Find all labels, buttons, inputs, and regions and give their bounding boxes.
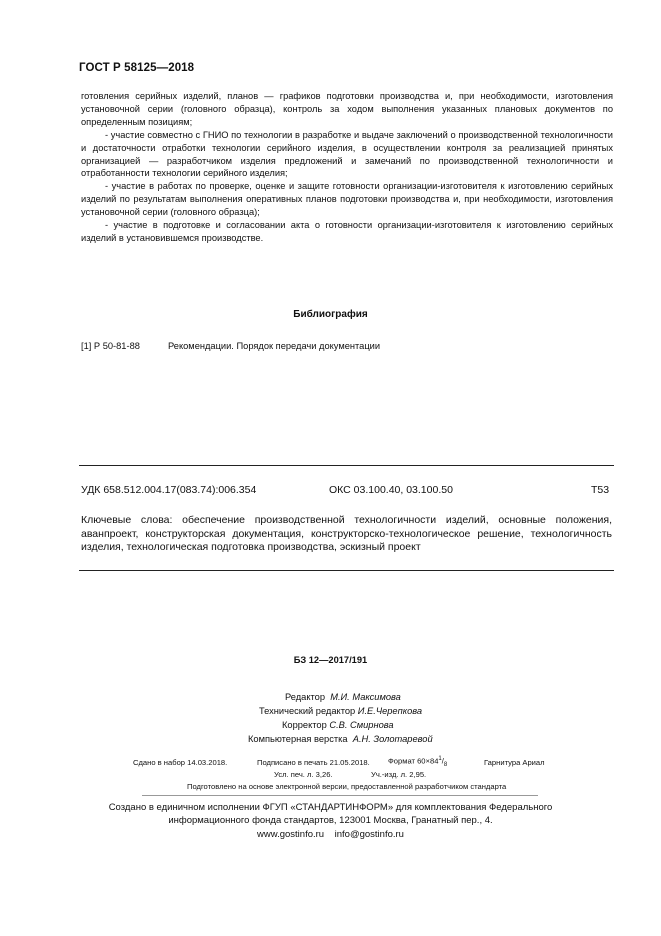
bibliography-entry-number: [1] Р 50-81-88 xyxy=(81,341,140,351)
paragraph-2: - участие совместно с ГНИО по технологии в разработке и выдаче заключений о производственной технологичности и достаточности отработки технологии серийного изделия, в осуществлении контроля за реализацией принятых организацией — разработчиком изделия предложений и замечаний по производственной технологичности и отработанности технологии серийного изделия; xyxy=(81,129,613,179)
udk-code: УДК 658.512.004.17(083.74):006.354 xyxy=(81,484,257,496)
footer-line-2: информационного фонда стандартов, 123001 Москва, Гранатный пер., 4. xyxy=(168,815,493,827)
footer-email-link[interactable]: info@gostinfo.ru xyxy=(334,828,404,840)
footer xyxy=(0,801,661,841)
divider-top xyxy=(79,465,614,466)
bibliography-entry-text: Рекомендации. Порядок передачи документации xyxy=(168,341,381,351)
paragraph-4: - участие в подготовке и согласовании акта о готовности организации-изготовителя к изготовлению серийных изделий в установившемся производстве. xyxy=(81,220,613,243)
bz-number: БЗ 12—2017/191 xyxy=(293,655,368,665)
print-prepared: Подготовлено на основе электронной версии, предоставленной разработчиком стандарта xyxy=(187,782,507,791)
print-submitted: Сдано в набор 14.03.2018. xyxy=(133,758,228,767)
credit-layout: Компьютерная верстка А.Н. Золотаревой xyxy=(248,734,433,744)
oks-code: ОКС 03.100.40, 03.100.50 xyxy=(329,484,453,496)
credit-editor: Редактор М.И. Максимова xyxy=(285,692,401,702)
footer-web-link[interactable]: www.gostinfo.ru xyxy=(257,828,325,840)
paragraph-3: - участие в работах по проверке, оценке и защите готовности организации-изготовителя к изготовлению серийных изделий по результатам выполнения оперативных планов подготовки производства и, при необходимости, изготовления установочной серии (головного образца); xyxy=(81,181,613,218)
divider-bottom xyxy=(79,570,614,571)
print-typeface: Гарнитура Ариал xyxy=(484,758,545,767)
body-text xyxy=(81,90,613,245)
credit-tech-editor: Технический редактор И.Е.Черепкова xyxy=(259,706,423,716)
print-pub-sheets: Уч.-изд. л. 2,95. xyxy=(371,770,427,779)
credit-corrector: Корректор С.В. Смирнова xyxy=(282,720,394,730)
footer-contacts xyxy=(0,828,661,841)
credits-block xyxy=(0,690,661,750)
keywords: Ключевые слова: обеспечение производственной технологичности изделий, основные положения, аванпроект, конструкторская документация, конструкторско-технологическое решение, технологичность изделия, технологическая подготовка производства, эскизный проект xyxy=(81,514,612,553)
bibliography-entry xyxy=(81,341,380,351)
paragraph-1: готовления серийных изделий, планов — графиков подготовки производства и, при необходимости, изготовления установочной серии (головного образца), контроль за ходом выполнения указанных плановых документов по определенным позициям; xyxy=(81,91,613,127)
footer-line-1: Создано в единичном исполнении ФГУП «СТАНДАРТИНФОРМ» для комплектования Федерального xyxy=(108,802,553,813)
print-signed: Подписано в печать 21.05.2018. xyxy=(257,758,370,767)
print-sheets: Усл. печ. л. 3,26. xyxy=(274,770,333,779)
classification-code: Т53 xyxy=(591,484,610,496)
page-header-gost: ГОСТ Р 58125—2018 xyxy=(79,62,195,74)
bibliography-title: Библиография xyxy=(293,309,368,320)
divider-footer xyxy=(142,795,538,796)
print-format: Формат $60\times 84^1/_8$ xyxy=(388,756,448,769)
